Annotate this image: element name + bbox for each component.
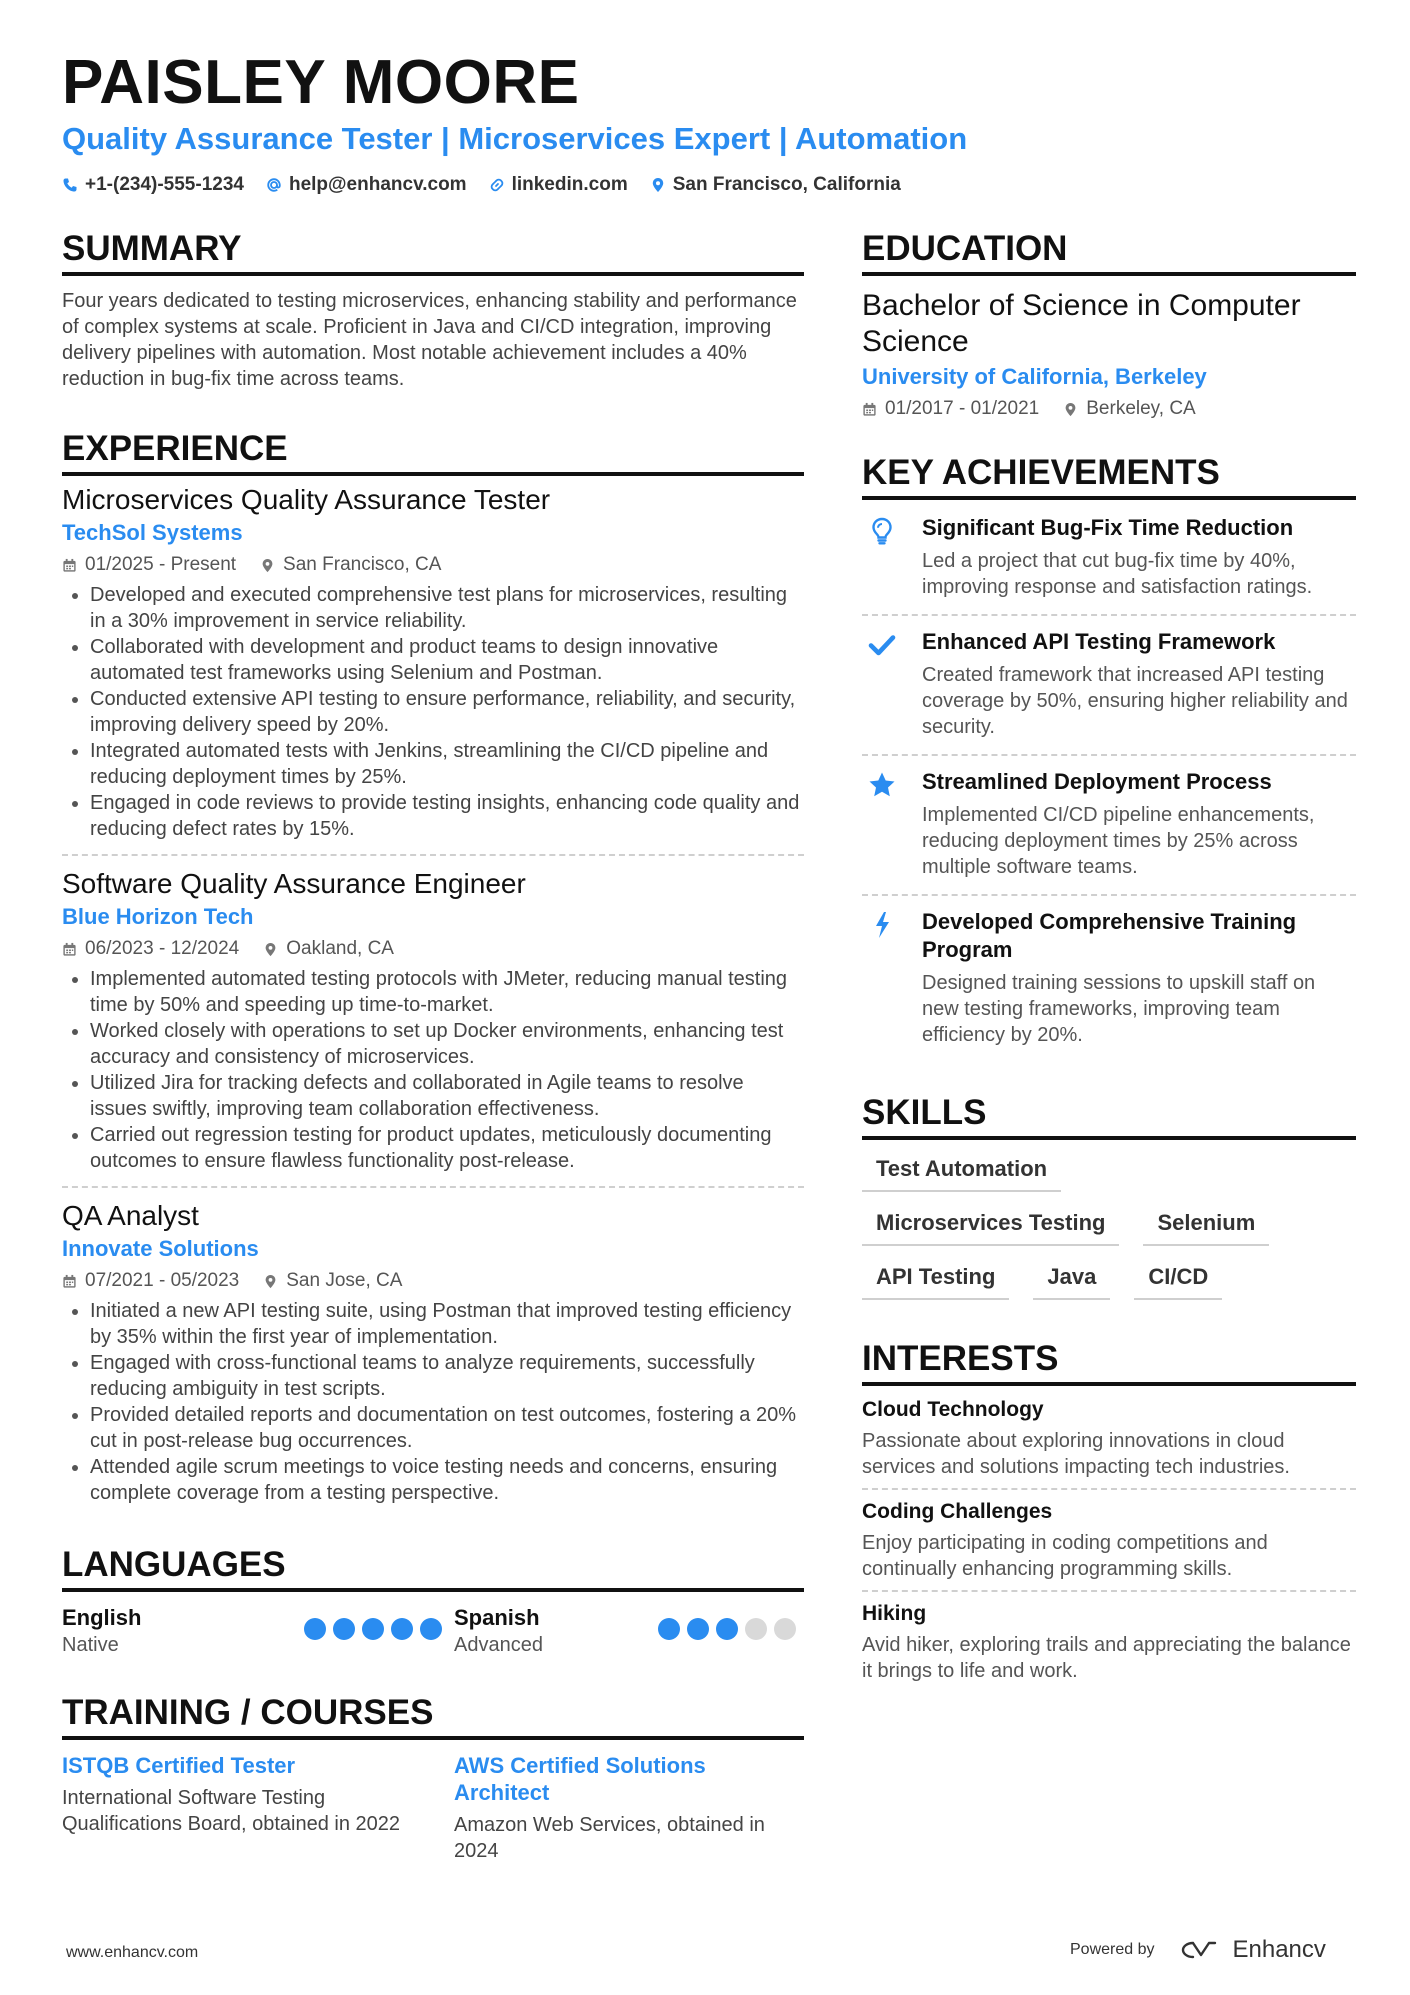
job-entry: [62, 1186, 804, 1518]
interest-title: Cloud Technology: [862, 1398, 1044, 1421]
job-bullet: Provided detailed reports and documentation on test outcomes, fostering a 20% cut in post-release bug occurrences.: [62, 1402, 804, 1454]
brand-name: Enhancv: [1232, 1936, 1326, 1963]
skills-list: [862, 1154, 1356, 1300]
achievements-section: [862, 452, 1356, 1062]
footer-website[interactable]: www.enhancv.com: [66, 1944, 199, 1961]
calendar-icon: [862, 402, 877, 417]
contact-location-text: San Francisco, California: [672, 174, 901, 195]
job-meta: [62, 936, 804, 962]
education-meta: [862, 396, 1356, 422]
job-bullet: Carried out regression testing for product updates, meticulously documenting outcomes to ensure flawless functionality post-release.: [62, 1122, 804, 1174]
achievement-title: Significant Bug-Fix Time Reduction: [922, 515, 1294, 540]
summary-section: [62, 228, 804, 392]
job-bullet: Integrated automated tests with Jenkins, streamlining the CI/CD pipeline and reducing deployment times by 25%.: [62, 738, 804, 790]
rating-dot: [658, 1618, 680, 1640]
contact-linkedin-text: linkedin.com: [511, 174, 628, 195]
job-company: Blue Horizon Tech: [62, 904, 254, 929]
calendar-icon: [62, 1274, 77, 1289]
location-icon: [260, 558, 275, 573]
skill-tag: Test Automation: [862, 1154, 1061, 1192]
course-desc: International Software Testing Qualifications Board, obtained in 2022: [62, 1787, 401, 1835]
rating-dot: [687, 1618, 709, 1640]
job-bullets: [62, 966, 804, 1174]
location-icon: [650, 177, 666, 193]
job-title: Microservices Quality Assurance Tester: [62, 484, 551, 515]
job-bullet: Collaborated with development and product teams to design innovative automated test frameworks using Selenium and Postman.: [62, 634, 804, 686]
training-heading: TRAINING / COURSES: [62, 1692, 804, 1740]
language-item: [62, 1604, 454, 1658]
job-title: Software Quality Assurance Engineer: [62, 868, 526, 899]
achievement-desc: Designed training sessions to upskill staff on new testing frameworks, improving team efficiency by 20%.: [922, 972, 1316, 1046]
job-company: TechSol Systems: [62, 520, 243, 545]
language-item: [454, 1604, 804, 1658]
job-company: Innovate Solutions: [62, 1236, 259, 1261]
job-bullet: Attended agile scrum meetings to voice testing needs and concerns, ensuring complete coverage from a testing perspective.: [62, 1454, 804, 1506]
powered-by-label: Powered by: [1070, 1941, 1155, 1958]
interest-item: [862, 1590, 1356, 1692]
right-column: [862, 228, 1356, 1692]
location-icon: [263, 942, 278, 957]
education-dates: 01/2017 - 01/2021: [862, 396, 1039, 422]
education-heading: EDUCATION: [862, 228, 1356, 276]
job-title: QA Analyst: [62, 1200, 199, 1231]
achievement-title: Developed Comprehensive Training Program: [922, 909, 1297, 962]
achievements-heading: KEY ACHIEVEMENTS: [862, 452, 1356, 500]
job-bullet: Engaged with cross-functional teams to analyze requirements, successfully reducing ambiguity in test scripts.: [62, 1350, 804, 1402]
achievement-item: [862, 502, 1356, 614]
calendar-icon: [62, 558, 77, 573]
brand-logo[interactable]: [1179, 1936, 1326, 1964]
at-icon: [266, 177, 282, 193]
skill-tag: Java: [1033, 1262, 1110, 1300]
lightning-icon: [867, 910, 897, 940]
interests-section: [862, 1338, 1356, 1692]
rating-dot: [420, 1618, 442, 1640]
interest-item: [862, 1488, 1356, 1590]
rating-dot: [304, 1618, 326, 1640]
skills-heading: SKILLS: [862, 1092, 1356, 1140]
candidate-tagline: Quality Assurance Tester | Microservices Expert | Automation: [62, 121, 968, 156]
contact-phone-text: +1-(234)-555-1234: [85, 174, 244, 195]
achievement-title: Streamlined Deployment Process: [922, 769, 1272, 794]
skill-tag: Microservices Testing: [862, 1208, 1119, 1246]
language-name: Spanish: [454, 1605, 540, 1630]
education-school: University of California, Berkeley: [862, 364, 1207, 389]
language-rating: [304, 1618, 442, 1658]
achievement-title: Enhanced API Testing Framework: [922, 629, 1276, 654]
education-location: Berkeley, CA: [1063, 396, 1195, 422]
experience-heading: EXPERIENCE: [62, 428, 804, 476]
achievement-desc: Created framework that increased API testing coverage by 50%, ensuring higher reliability and security.: [922, 664, 1348, 738]
candidate-name: PAISLEY MOORE: [62, 48, 580, 117]
languages-section: [62, 1544, 804, 1658]
calendar-icon: [62, 942, 77, 957]
enhancv-logo-icon: [1179, 1939, 1223, 1961]
summary-text: Four years dedicated to testing microservices, enhancing stability and performance of complex systems at scale. Proficient in Java and CI/CD integration, improving delivery pipelines with automation. Most notable achievement includes a 40% reduction in bug-fix time across teams.: [62, 290, 797, 390]
rating-dot: [391, 1618, 413, 1640]
achievement-desc: Led a project that cut bug-fix time by 40%, improving response and satisfaction ratings.: [922, 550, 1313, 598]
job-meta: [62, 1268, 804, 1294]
job-dates: 01/2025 - Present: [62, 552, 236, 578]
course-item: [454, 1752, 804, 1864]
interest-desc: Passionate about exploring innovations in cloud services and solutions impacting tech industries.: [862, 1430, 1290, 1478]
contact-bar: [62, 172, 901, 198]
contact-phone[interactable]: [62, 172, 244, 198]
rating-dot: [362, 1618, 384, 1640]
achievement-item: [862, 754, 1356, 894]
language-level: Native: [62, 1634, 119, 1656]
contact-email[interactable]: [266, 172, 467, 198]
job-bullets: [62, 582, 804, 842]
interest-desc: Avid hiker, exploring trails and appreciating the balance it brings to life and work.: [862, 1634, 1351, 1682]
skills-section: [862, 1092, 1356, 1300]
summary-heading: SUMMARY: [62, 228, 804, 276]
course-title: AWS Certified Solutions Architect: [454, 1753, 706, 1805]
job-bullet: Initiated a new API testing suite, using Postman that improved testing efficiency by 35% within the first year of implementation.: [62, 1298, 804, 1350]
job-dates: 06/2023 - 12/2024: [62, 936, 239, 962]
skill-tag: Selenium: [1143, 1208, 1269, 1246]
rating-dot: [774, 1618, 796, 1640]
job-location: San Francisco, CA: [260, 552, 441, 578]
rating-dot: [745, 1618, 767, 1640]
job-location: San Jose, CA: [263, 1268, 402, 1294]
phone-icon: [62, 177, 78, 193]
footer-branding: [1070, 1936, 1326, 1964]
training-section: [62, 1692, 804, 1864]
skill-tag: CI/CD: [1134, 1262, 1222, 1300]
job-bullet: Conducted extensive API testing to ensure performance, reliability, and security, improving delivery speed by 20%.: [62, 686, 804, 738]
course-title: ISTQB Certified Tester: [62, 1753, 296, 1778]
achievement-item: [862, 894, 1356, 1062]
lightbulb-icon: [867, 516, 897, 546]
link-icon: [489, 177, 505, 193]
interests-heading: INTERESTS: [862, 1338, 1356, 1386]
job-bullet: Utilized Jira for tracking defects and collaborated in Agile teams to resolve issues swiftly, improving team collaboration effectiveness.: [62, 1070, 804, 1122]
achievement-desc: Implemented CI/CD pipeline enhancements, reducing deployment times by 25% across multiple software teams.: [922, 804, 1315, 878]
job-bullets: [62, 1298, 804, 1506]
job-entry: [62, 482, 804, 854]
job-bullet: Engaged in code reviews to provide testing insights, enhancing code quality and reducing defect rates by 15%.: [62, 790, 804, 842]
job-location: Oakland, CA: [263, 936, 394, 962]
job-bullet: Implemented automated testing protocols with JMeter, reducing manual testing time by 50% and speeding up time-to-market.: [62, 966, 804, 1018]
language-name: English: [62, 1605, 142, 1630]
rating-dot: [716, 1618, 738, 1640]
contact-linkedin[interactable]: [489, 172, 628, 198]
course-item: [62, 1752, 454, 1864]
job-dates: 07/2021 - 05/2023: [62, 1268, 239, 1294]
left-column: [62, 228, 804, 1864]
achievement-item: [862, 614, 1356, 754]
language-level: Advanced: [454, 1634, 543, 1656]
contact-location: [650, 172, 901, 198]
experience-section: [62, 428, 804, 1518]
rating-dot: [333, 1618, 355, 1640]
checkmark-icon: [867, 630, 897, 660]
language-rating: [658, 1618, 796, 1658]
education-section: [862, 228, 1356, 422]
courses-list: [62, 1752, 804, 1864]
skill-tag: API Testing: [862, 1262, 1009, 1300]
contact-email-text: help@enhancv.com: [288, 174, 467, 195]
location-icon: [263, 1274, 278, 1289]
languages-list: [62, 1604, 804, 1658]
job-meta: [62, 552, 804, 578]
star-icon: [867, 770, 897, 800]
languages-heading: LANGUAGES: [62, 1544, 804, 1592]
interest-title: Coding Challenges: [862, 1500, 1053, 1523]
job-bullet: Worked closely with operations to set up Docker environments, enhancing test accuracy and consistency of microservices.: [62, 1018, 804, 1070]
interest-desc: Enjoy participating in coding competitions and continually enhancing programming skills.: [862, 1532, 1268, 1580]
education-degree: Bachelor of Science in Computer Science: [862, 289, 1301, 358]
interest-title: Hiking: [862, 1602, 927, 1625]
job-bullet: Developed and executed comprehensive test plans for microservices, resulting in a 30% improvement in service reliability.: [62, 582, 804, 634]
job-entry: [62, 854, 804, 1186]
interest-item: [862, 1388, 1356, 1488]
course-desc: Amazon Web Services, obtained in 2024: [454, 1814, 765, 1862]
location-icon: [1063, 402, 1078, 417]
